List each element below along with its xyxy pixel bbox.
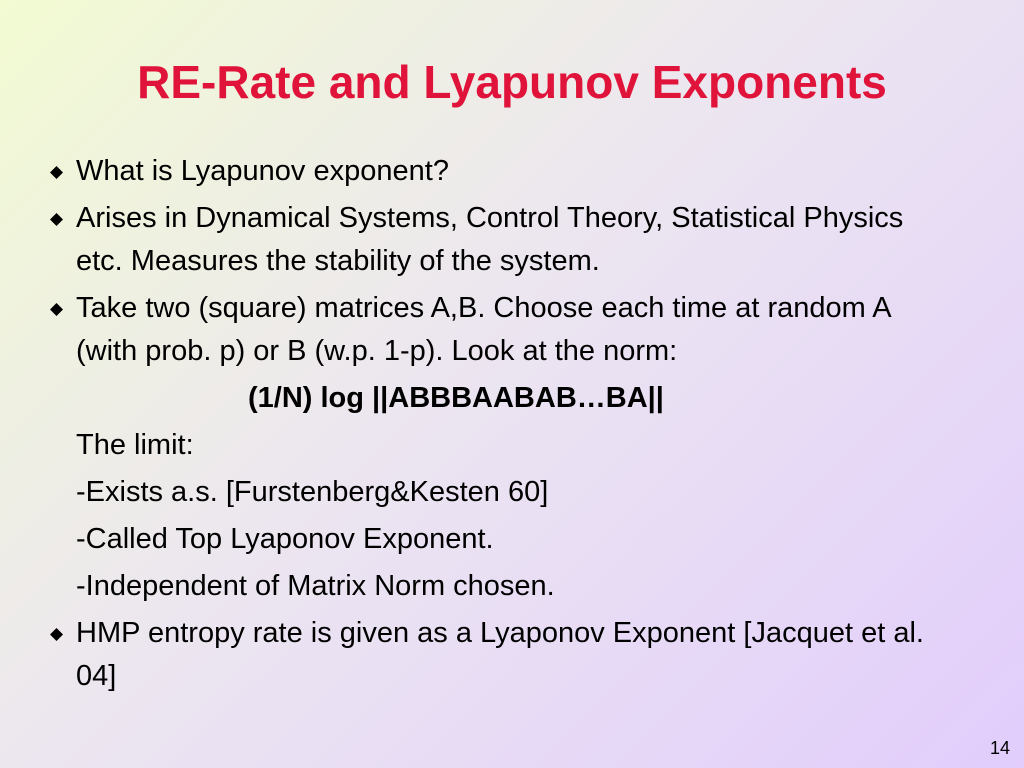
limit-line: -Independent of Matrix Norm chosen. [76,570,555,602]
limit-line: -Exists a.s. [Furstenberg&Kesten 60] [76,476,549,508]
bullet-item [48,197,948,283]
bullet-text: What is Lyapunov exponent? [76,155,449,187]
diamond-icon [50,213,63,226]
bullet-text: HMP entropy rate is given as a Lyaponov Exponent [Jacquet et al. 04] [76,617,924,692]
bullet-text: Take two (square) matrices A,B. Choose each time at random A (with prob. p) or B (w.p. 1-p). Look at the norm: [76,292,890,367]
limit-line: -Called Top Lyaponov Exponent. [76,523,494,555]
bullet-item [48,150,948,193]
diamond-icon [50,303,63,316]
slide-content [48,150,948,702]
bullet-text: Arises in Dynamical Systems, Control Theory, Statistical Physics etc. Measures the stability of the system. [76,202,904,277]
bullet-item [48,287,948,373]
slide-number: 14 [989,738,1010,758]
slide-title: RE-Rate and Lyapunov Exponents [137,56,887,108]
limit-heading: The limit: [76,429,194,461]
diamond-icon [50,166,63,179]
diamond-icon [50,628,63,641]
bullet-item [48,612,948,698]
norm-formula: (1/N) log ||ABBBAABAB…BA|| [248,382,664,414]
